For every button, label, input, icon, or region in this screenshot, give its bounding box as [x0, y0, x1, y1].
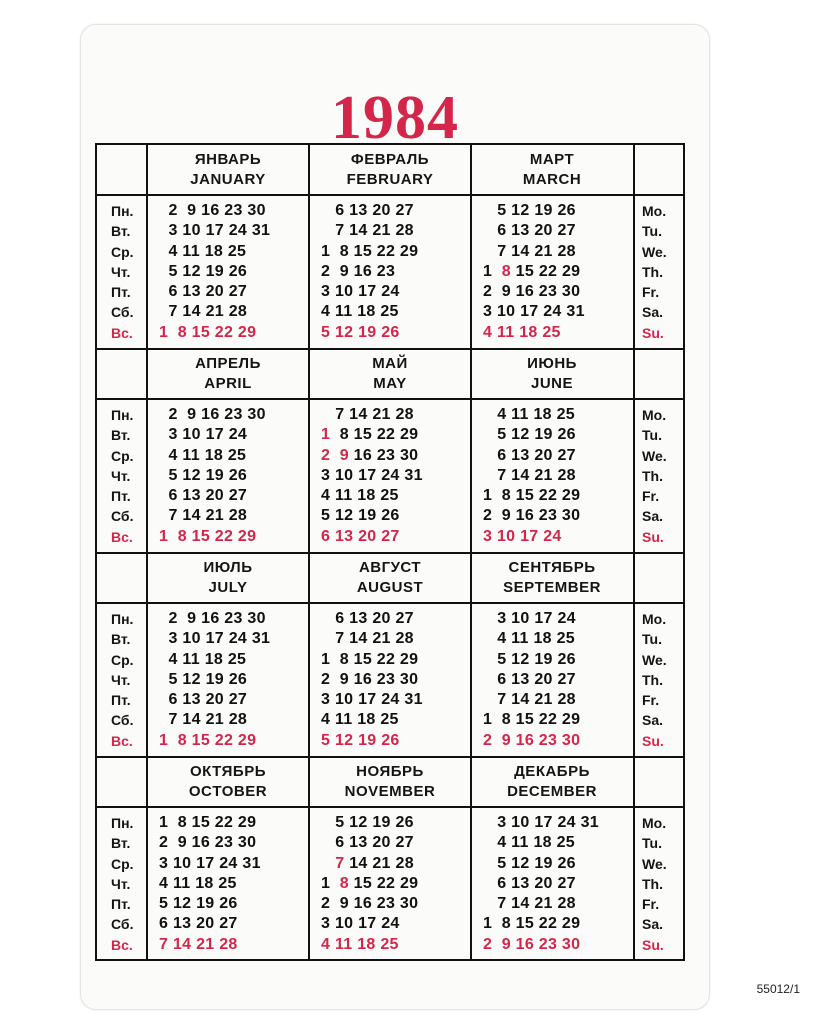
week-row: 7 14 21 28	[483, 895, 576, 913]
week-row: 1 8 15 22 29	[159, 323, 257, 341]
week-row: 6 13 20 27	[321, 527, 400, 545]
weekday-label-en: We.	[642, 855, 667, 872]
weekday-label-en: Mo.	[642, 203, 667, 219]
week-row: 6 13 20 27	[483, 222, 576, 240]
week-row: 1 8 15 22 29	[321, 874, 419, 892]
weekday-label-en: Sa.	[642, 916, 664, 933]
weekday-label-ru: Пн.	[111, 203, 134, 219]
week-row: 6 13 20 27	[159, 487, 248, 505]
month-days-october	[159, 813, 261, 955]
week-row: 4 11 18 25	[321, 487, 399, 505]
weekday-label-en: Th.	[642, 671, 663, 688]
month-header-june	[471, 354, 633, 394]
week-row: 4 11 18 25	[159, 874, 237, 892]
week-row: 3 10 17 24 31	[321, 466, 423, 484]
week-row: 1 8 15 22 29	[159, 527, 257, 545]
weekday-label-ru: Вт.	[111, 631, 131, 648]
grid-row-divider	[97, 806, 683, 808]
week-row: 7 14 21 28	[159, 711, 248, 729]
grid-row-divider	[97, 194, 683, 196]
week-row: 4 11 18 25	[159, 446, 247, 464]
weekday-label-ru: Ср.	[111, 447, 134, 464]
month-days-march	[483, 201, 585, 343]
week-row: 3 10 17 24 31	[159, 854, 261, 872]
weekday-labels-en	[642, 405, 667, 547]
month-name-en: FEBRUARY	[346, 171, 434, 188]
weekday-label-ru: Сб.	[111, 712, 134, 729]
holiday-date: 1	[321, 426, 331, 444]
weekday-label-ru: Вт.	[111, 427, 131, 444]
month-name-en: OCTOBER	[188, 783, 268, 800]
weekday-label-ru: Вт.	[111, 835, 131, 852]
week-row: 6 13 20 27	[159, 915, 238, 933]
weekday-label-ru: Сб.	[111, 916, 134, 933]
weekday-label-en: Mo.	[642, 407, 667, 423]
week-row: 6 13 20 27	[159, 691, 248, 709]
weekday-label-en: Su.	[642, 528, 664, 545]
week-row: 4 11 18 25	[159, 650, 247, 668]
weekday-label-en: Fr.	[642, 896, 660, 913]
weekday-label-en: Tu.	[642, 631, 662, 648]
week-row: 7 14 21 28	[483, 691, 576, 709]
month-name-ru: ФЕВРАЛЬ	[350, 151, 430, 168]
month-header-october	[147, 762, 309, 802]
weekday-label-ru: Пт.	[111, 284, 131, 301]
week-row: 4 11 18 25	[159, 242, 247, 260]
weekday-label-en: Mo.	[642, 815, 667, 831]
week-row: 2 9 16 23 30	[321, 446, 419, 464]
week-row: 1 8 15 22 29	[483, 711, 581, 729]
weekday-label-ru: Вс.	[111, 936, 133, 953]
month-days-january	[159, 201, 270, 343]
week-row: 1 8 15 22 29	[483, 487, 581, 505]
week-row: 4 11 18 25	[321, 303, 399, 321]
month-header-september	[471, 558, 633, 598]
month-header-august	[309, 558, 471, 598]
week-row: 2 9 16 23 30	[159, 202, 266, 219]
month-name-ru: ДЕКАБРЬ	[514, 763, 590, 780]
weekday-label-ru: Пн.	[111, 611, 134, 627]
week-row: 5 12 19 26	[159, 466, 248, 484]
month-days-december	[483, 813, 599, 955]
weekday-label-en: Tu.	[642, 427, 662, 444]
month-name-en: MARCH	[522, 171, 582, 188]
weekday-label-ru: Вт.	[111, 223, 131, 240]
month-name-ru: МАЙ	[372, 355, 408, 372]
week-row: 1 8 15 22 29	[321, 650, 419, 668]
week-row: 2 9 16 23 30	[159, 834, 257, 852]
weekday-labels-en	[642, 609, 667, 751]
week-row: 6 13 20 27	[321, 610, 414, 627]
week-row: 3 10 17 24	[483, 610, 576, 627]
weekday-label-en: Sa.	[642, 508, 664, 525]
week-row: 2 9 16 23 30	[483, 283, 581, 301]
week-row: 5 12 19 26	[159, 262, 248, 280]
holiday-date: 2	[321, 446, 331, 464]
week-row: 3 10 17 24	[159, 426, 248, 444]
holiday-date: 7	[335, 854, 345, 872]
week-row: 2 9 16 23	[321, 262, 396, 280]
weekday-label-en: Fr.	[642, 488, 660, 505]
weekday-labels-ru	[111, 813, 134, 955]
week-row: 3 10 17 24 31	[159, 630, 271, 648]
week-row: 7 14 21 28	[159, 303, 248, 321]
week-row: 6 13 20 27	[321, 834, 414, 852]
weekday-labels-ru	[111, 201, 134, 343]
grid-row-divider	[97, 552, 683, 554]
weekday-label-en: Sa.	[642, 712, 664, 729]
week-row: 1 8 15 22 29	[483, 262, 581, 280]
weekday-labels-ru	[111, 405, 134, 547]
weekday-label-ru: Пт.	[111, 692, 131, 709]
week-row: 2 9 16 23 30	[159, 406, 266, 423]
week-row: 6 13 20 27	[159, 283, 248, 301]
week-row: 3 10 17 24 31	[321, 691, 423, 709]
weekday-label-en: We.	[642, 447, 667, 464]
weekday-label-en: Th.	[642, 263, 663, 280]
week-row: 1 8 15 22 29	[321, 242, 419, 260]
weekday-label-ru: Ср.	[111, 243, 134, 260]
week-row: 3 10 17 24 31	[483, 303, 585, 321]
week-row: 2 9 16 23 30	[321, 895, 419, 913]
weekday-label-ru: Ср.	[111, 855, 134, 872]
month-name-ru: ИЮЛЬ	[203, 559, 253, 576]
calendar-year: 1984	[331, 84, 459, 152]
week-row: 5 12 19 26	[321, 507, 400, 525]
weekday-label-ru: Вс.	[111, 324, 133, 341]
week-row: 2 9 16 23 30	[483, 507, 581, 525]
week-row: 4 11 18 25	[321, 711, 399, 729]
grid-row-divider	[97, 398, 683, 400]
week-row: 4 11 18 25	[321, 935, 399, 953]
weekday-label-en: Su.	[642, 324, 664, 341]
grid-row-divider	[97, 602, 683, 604]
week-row: 3 10 17 24 31	[483, 814, 600, 831]
weekday-label-en: Mo.	[642, 611, 667, 627]
week-row: 5 12 19 26	[159, 670, 248, 688]
month-header-april	[147, 354, 309, 394]
month-days-february	[321, 201, 418, 343]
holiday-date: 8	[501, 262, 511, 280]
weekday-label-ru: Сб.	[111, 304, 134, 321]
weekday-label-ru: Пт.	[111, 896, 131, 913]
month-name-ru: ОКТЯБРЬ	[189, 763, 266, 780]
weekday-label-ru: Пт.	[111, 488, 131, 505]
weekday-label-en: Th.	[642, 875, 663, 892]
weekday-label-ru: Чт.	[111, 875, 131, 892]
month-name-en: SEPTEMBER	[503, 579, 601, 596]
month-name-en: MAY	[373, 375, 407, 392]
week-row: 4 11 18 25	[483, 406, 575, 423]
week-row: 1 8 15 22 29	[159, 814, 257, 831]
month-name-ru: АВГУСТ	[358, 559, 422, 576]
month-header-january	[147, 150, 309, 190]
holiday-date: 9	[339, 446, 349, 464]
week-row: 3 10 17 24	[483, 527, 562, 545]
week-row: 7 14 21 28	[483, 466, 576, 484]
weekday-label-ru: Вс.	[111, 528, 133, 545]
week-row: 3 10 17 24	[321, 283, 400, 301]
week-row: 5 12 19 26	[483, 854, 576, 872]
week-row: 6 13 20 27	[483, 874, 576, 892]
grid-row-divider	[97, 756, 683, 758]
week-row: 7 14 21 28	[483, 242, 576, 260]
month-name-en: APRIL	[204, 375, 252, 392]
month-name-ru: НОЯБРЬ	[356, 763, 424, 780]
calendar-grid	[95, 143, 685, 961]
month-header-november	[309, 762, 471, 802]
weekday-labels-ru	[111, 609, 134, 751]
print-code: 55012/1	[756, 982, 800, 996]
weekday-label-en: Su.	[642, 936, 664, 953]
weekday-label-ru: Вс.	[111, 732, 133, 749]
week-row: 2 9 16 23 30	[159, 610, 266, 627]
month-name-ru: СЕНТЯБРЬ	[508, 559, 596, 576]
weekday-label-en: Su.	[642, 732, 664, 749]
week-row: 5 12 19 26	[483, 202, 576, 219]
weekday-label-en: We.	[642, 651, 667, 668]
weekday-label-en: Tu.	[642, 223, 662, 240]
weekday-label-en: Sa.	[642, 304, 664, 321]
week-row: 6 13 20 27	[483, 446, 576, 464]
month-days-november	[321, 813, 418, 955]
week-row: 3 10 17 24	[321, 915, 400, 933]
weekday-label-ru: Чт.	[111, 263, 131, 280]
week-row: 1 8 15 22 29	[159, 731, 257, 749]
month-days-july	[159, 609, 270, 751]
month-name-ru: МАРТ	[529, 151, 575, 168]
week-row: 1 8 15 22 29	[483, 915, 581, 933]
month-header-may	[309, 354, 471, 394]
weekday-label-en: Th.	[642, 467, 663, 484]
month-name-en: JUNE	[530, 375, 573, 392]
week-row: 5 12 19 26	[483, 650, 576, 668]
month-days-september	[483, 609, 580, 751]
weekday-label-ru: Сб.	[111, 508, 134, 525]
week-row: 7 14 21 28	[335, 854, 414, 872]
week-row: 6 13 20 27	[321, 202, 414, 219]
week-row: 5 12 19 26	[159, 895, 238, 913]
week-row: 4 11 18 25	[483, 630, 575, 648]
weekday-label-ru: Пн.	[111, 407, 134, 423]
week-row: 5 12 19 26	[483, 426, 576, 444]
week-row: 2 9 16 23 30	[483, 731, 581, 749]
week-row: 7 14 21 28	[321, 222, 414, 240]
month-header-march	[471, 150, 633, 190]
week-row: 4 11 18 25	[483, 323, 561, 341]
month-days-august	[321, 609, 423, 751]
month-header-july	[147, 558, 309, 598]
weekday-label-ru: Чт.	[111, 671, 131, 688]
month-days-may	[321, 405, 423, 547]
week-row: 5 12 19 26	[321, 323, 400, 341]
week-row: 7 14 21 28	[159, 507, 248, 525]
month-name-ru: АПРЕЛЬ	[195, 355, 261, 372]
month-name-en: JULY	[208, 579, 248, 596]
holiday-date: 8	[339, 874, 349, 892]
weekday-label-ru: Пн.	[111, 815, 134, 831]
week-row: 7 14 21 28	[321, 630, 414, 648]
weekday-labels-en	[642, 813, 667, 955]
weekday-label-ru: Чт.	[111, 467, 131, 484]
grid-row-divider	[97, 348, 683, 350]
week-row: 7 14 21 28	[321, 406, 414, 423]
week-row: 5 12 19 26	[321, 814, 414, 831]
weekday-label-en: Tu.	[642, 835, 662, 852]
month-name-ru: ИЮНЬ	[527, 355, 577, 372]
week-row: 2 9 16 23 30	[483, 935, 581, 953]
month-name-en: JANUARY	[190, 171, 266, 188]
month-name-ru: ЯНВАРЬ	[194, 151, 262, 168]
week-row: 1 8 15 22 29	[321, 426, 419, 444]
weekday-label-en: Fr.	[642, 692, 660, 709]
month-name-en: NOVEMBER	[344, 783, 436, 800]
month-days-april	[159, 405, 266, 547]
week-row: 4 11 18 25	[483, 834, 575, 852]
month-header-december	[471, 762, 633, 802]
month-name-en: DECEMBER	[507, 783, 597, 800]
weekday-label-en: Fr.	[642, 284, 660, 301]
week-row: 3 10 17 24 31	[159, 222, 271, 240]
month-days-june	[483, 405, 580, 547]
weekday-label-ru: Ср.	[111, 651, 134, 668]
week-row: 6 13 20 27	[483, 670, 576, 688]
week-row: 2 9 16 23 30	[321, 670, 419, 688]
month-header-february	[309, 150, 471, 190]
week-row: 5 12 19 26	[321, 731, 400, 749]
month-name-en: AUGUST	[356, 579, 424, 596]
weekday-label-en: We.	[642, 243, 667, 260]
week-row: 7 14 21 28	[159, 935, 238, 953]
weekday-labels-en	[642, 201, 667, 343]
